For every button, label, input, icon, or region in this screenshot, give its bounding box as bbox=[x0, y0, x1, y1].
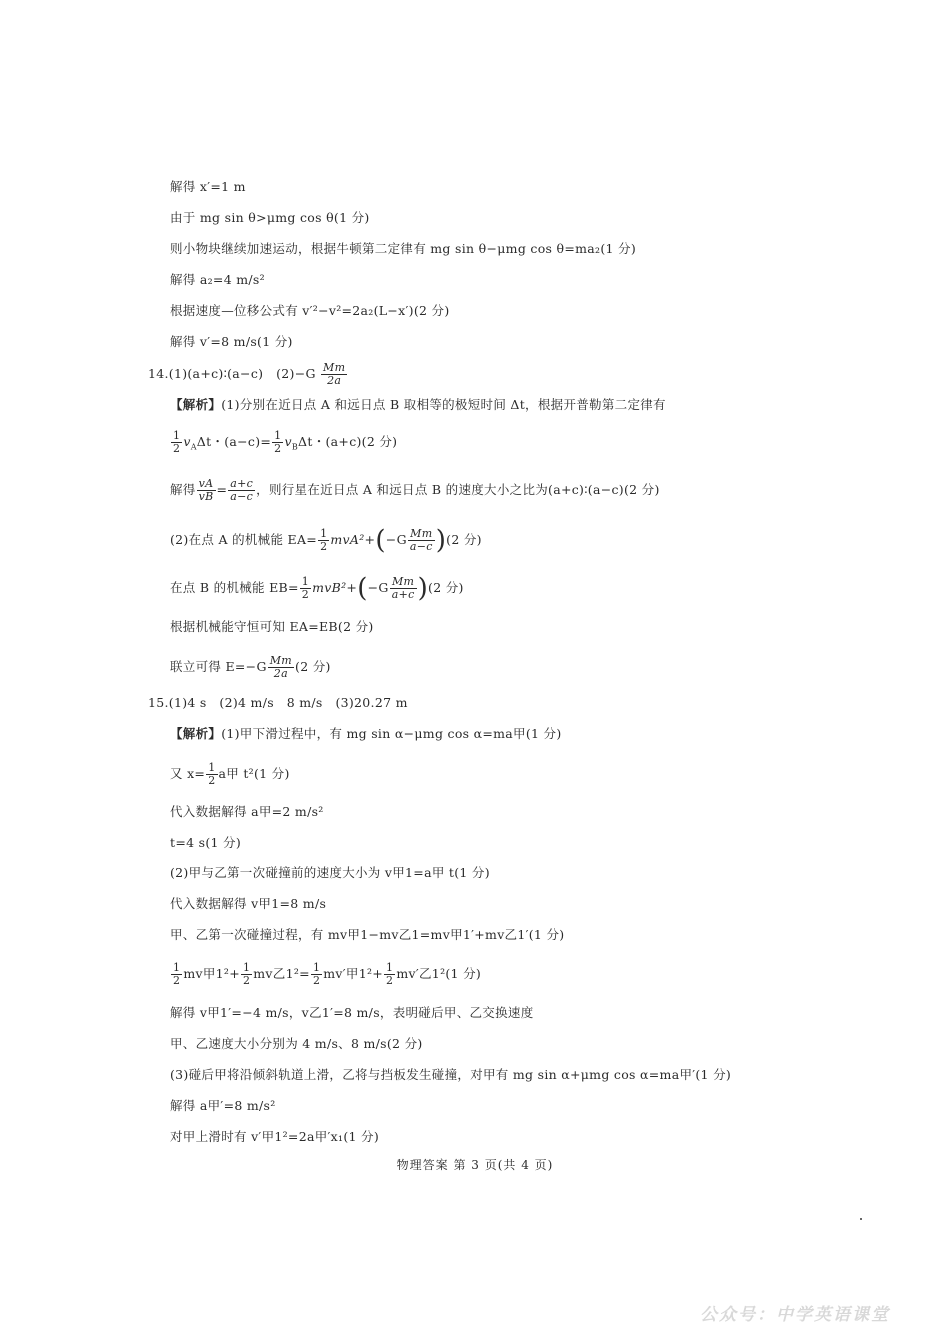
fraction-half: $\frac{1}{2}$ bbox=[386, 961, 394, 987]
watermark: 公众号：中学英语课堂 bbox=[700, 1305, 890, 1325]
analysis-tag: 【解析】 bbox=[170, 726, 222, 741]
solution-line: 根据速度—位移公式有 v′²−v²=2a₂(L−x′)(2 分) bbox=[170, 303, 450, 318]
solution-line: 解得 a甲′=8 m/s² bbox=[170, 1098, 276, 1113]
question-15-answer: 15.(1)4 s (2)4 m/s 8 m/s (3)20.27 m bbox=[148, 695, 408, 710]
fraction: $\frac{Mm}{a-c}$ bbox=[409, 527, 433, 553]
solution-line: 由于 mg sin θ>μmg cos θ(1 分) bbox=[170, 210, 370, 225]
equation-line: 又 x= $\frac{1}{2}$ a甲 t²(1 分) bbox=[170, 761, 290, 787]
solution-line: 解得 v甲1′=−4 m/s，v乙1′=8 m/s，表明碰后甲、乙交换速度 bbox=[170, 1005, 534, 1020]
solution-line: 解得 a₂=4 m/s² bbox=[170, 272, 265, 287]
fraction-half: $\frac{1}{2}$ bbox=[312, 961, 321, 987]
solution-line: 代入数据解得 v甲1=8 m/s bbox=[170, 896, 327, 911]
fraction-half: $\frac{1}{2}$ bbox=[274, 429, 282, 455]
solution-line: 甲、乙第一次碰撞过程，有 mv甲1−mv乙1=mv甲1′+mv乙1′(1 分) bbox=[170, 927, 565, 942]
analysis-line bbox=[170, 725, 562, 743]
answer-text: 14.(1)(a+c)∶(a−c) (2)−G bbox=[148, 366, 316, 381]
equation-line: $\frac{1}{2}$ $v_A\Delta t$・(a−c)= $\frac{1}{2}$ $v_B\Delta t$・(a+c)(2 分) bbox=[173, 429, 398, 455]
fraction: $\frac{vA}{vB}$ bbox=[198, 477, 214, 503]
analysis-text: (1)甲下滑过程中，有 mg sin α−μmg cos α=ma甲(1 分) bbox=[221, 726, 562, 741]
solution-line: 甲、乙速度大小分别为 4 m/s、8 m/s(2 分) bbox=[170, 1036, 423, 1051]
fraction-half: $\frac{1}{2}$ bbox=[173, 961, 181, 987]
question-14-answer bbox=[148, 362, 348, 387]
fraction-half: $\frac{1}{2}$ bbox=[208, 761, 216, 787]
analysis-tag: 【解析】 bbox=[170, 397, 222, 412]
solution-line: 代入数据解得 a甲=2 m/s² bbox=[170, 804, 324, 819]
equation-line: 在点 B 的机械能 EB= $\frac{1}{2}$ mvB²+(−G $\frac{Mm}{a+c}$ )(2 分) bbox=[170, 573, 464, 604]
solution-line: 则小物块继续加速运动，根据牛顿第二定律有 mg sin θ−μmg cos θ=ma₂(1 分) bbox=[170, 241, 636, 256]
solution-line: (2)甲与乙第一次碰撞前的速度大小为 v甲1=a甲 t(1 分) bbox=[170, 865, 490, 880]
fraction: $\frac{Mm}{2a}$ bbox=[269, 654, 293, 680]
fraction-half: $\frac{1}{2}$ bbox=[320, 527, 328, 553]
equation-line: 联立可得 E=−G $\frac{Mm}{2a}$ (2 分) bbox=[170, 654, 331, 680]
solution-line: 对甲上滑时有 v′甲1²=2a甲′x₁(1 分) bbox=[170, 1129, 379, 1144]
fraction-half: $\frac{1}{2}$ bbox=[242, 961, 251, 987]
speck bbox=[860, 1218, 862, 1220]
equation-line: 解得 $\frac{vA}{vB}$ = $\frac{a+c}{a-c}$ ，则行星在近日点 A 和远日点 B 的速度大小之比为(a+c)∶(a−c)(2 分) bbox=[170, 477, 660, 503]
solution-line: 根据机械能守恒可知 EA=EB(2 分) bbox=[170, 619, 374, 634]
analysis-text: (1)分别在近日点 A 和远日点 B 取相等的极短时间 Δt，根据开普勒第二定律有 bbox=[221, 397, 666, 412]
solution-line: 解得 x′=1 m bbox=[170, 179, 246, 194]
equation-line: $\frac{1}{2}$ mv甲1²+ $\frac{1}{2}$ mv乙1²= $\frac{1}{2}$ mv′甲1²+ $\frac{1}{2}$ mv′乙1²(1 分) bbox=[173, 961, 482, 987]
solution-line: t=4 s(1 分) bbox=[170, 835, 242, 850]
equation-line: (2)在点 A 的机械能 EA= $\frac{1}{2}$ mvA²+(−G $\frac{Mm}{a-c}$ )(2 分) bbox=[170, 525, 482, 556]
page-footer: 物理答案 第 3 页(共 4 页) bbox=[396, 1158, 554, 1172]
fraction: $\frac{a+c}{a-c}$ bbox=[230, 477, 254, 503]
analysis-line bbox=[170, 396, 666, 414]
fraction: $\frac{Mm}{a+c}$ bbox=[391, 575, 415, 601]
fraction-half: $\frac{1}{2}$ bbox=[173, 429, 181, 455]
fraction-half: $\frac{1}{2}$ bbox=[301, 575, 310, 601]
solution-line: 解得 v′=8 m/s(1 分) bbox=[170, 334, 293, 349]
solution-line: (3)碰后甲将沿倾斜轨道上滑，乙将与挡板发生碰撞，对甲有 mg sin α+μmg cos α=ma甲′(1 分) bbox=[170, 1067, 732, 1082]
fraction: $\frac{Mm}{2a}$ bbox=[323, 361, 346, 387]
